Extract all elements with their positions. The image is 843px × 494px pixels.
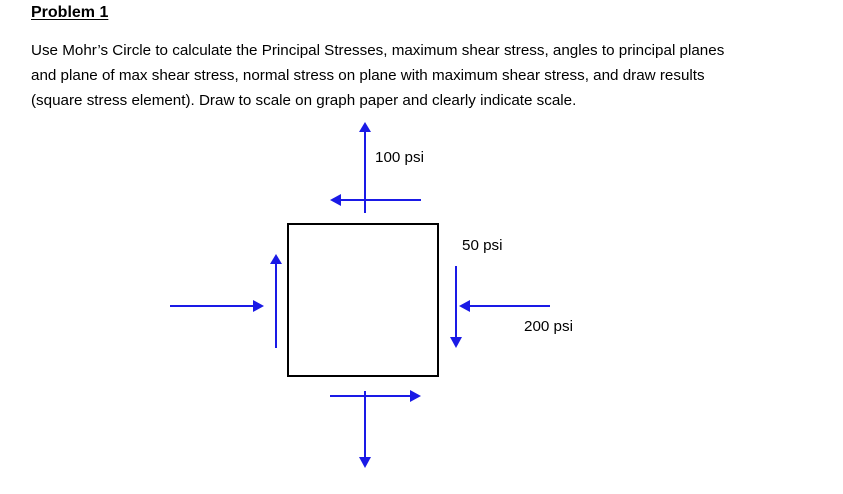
label-200-psi: 200 psi bbox=[524, 318, 573, 335]
stress-element bbox=[288, 224, 438, 376]
left-normal-arrow bbox=[170, 300, 264, 312]
right-normal-arrow bbox=[459, 300, 550, 312]
statement-line: Use Mohr’s Circle to calculate the Principal Stresses, maximum shear stress, angles to principal planes bbox=[31, 42, 725, 59]
bottom-shear-arrow bbox=[330, 390, 421, 402]
label-100-psi: 100 psi bbox=[375, 149, 424, 166]
bottom-normal-arrow bbox=[359, 391, 371, 468]
right-shear-arrow bbox=[450, 266, 462, 348]
left-shear-arrow bbox=[270, 254, 282, 348]
statement-line: (square stress element). Draw to scale on graph paper and clearly indicate scale. bbox=[31, 92, 577, 109]
statement-line: and plane of max shear stress, normal stress on plane with maximum shear stress, and draw results bbox=[31, 67, 705, 84]
square-element bbox=[288, 224, 438, 376]
top-shear-arrow bbox=[330, 194, 421, 206]
problem-heading: Problem 1 bbox=[31, 4, 109, 21]
label-50-psi: 50 psi bbox=[462, 237, 503, 254]
